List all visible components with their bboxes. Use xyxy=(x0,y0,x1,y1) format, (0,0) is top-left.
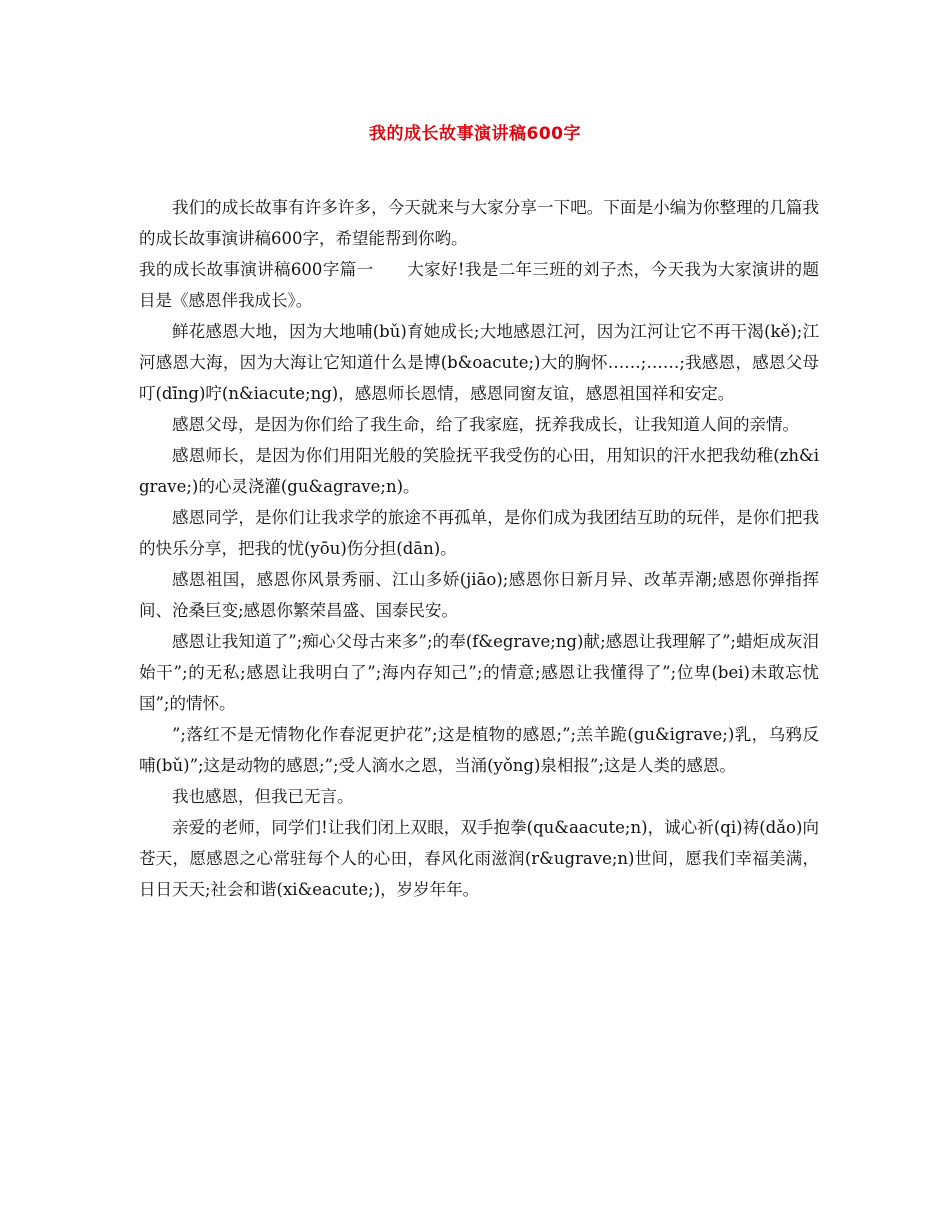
paragraph-closing: 亲爱的老师，同学们!让我们闭上双眼，双手抱拳(qu&aacute;n)，诚心祈(qi)祷(dǎo)向苍天，愿感恩之心常驻每个人的心田，春风化雨滋润(r&ugrave;n)世间，愿我们幸福美满，日日天天;社会和谐(xi&eacute;)，岁岁年年。 xyxy=(139,818,819,899)
paragraph-understanding: 感恩让我知道了”;痴心父母古来多”;的奉(f&egrave;ng)献;感恩让我理解了”;蜡炬成灰泪始干”;的无私;感恩让我明白了”;海内存知己”;的情意;感恩让我懂得了”;位卑(bei)未敢忘忧国”;的情怀。 xyxy=(139,632,819,713)
paragraph-parents: 感恩父母，是因为你们给了我生命，给了我家庭，抚养我成长，让我知道人间的亲情。 xyxy=(172,415,799,434)
paragraph-teachers: 感恩师长，是因为你们用阳光般的笑脸抚平我受伤的心田，用知识的汗水把我幼稚(zh&igrave;)的心灵浇灌(gu&agrave;n)。 xyxy=(139,446,819,496)
paragraph-nature-gratitude: 鲜花感恩大地，因为大地哺(bǔ)育她成长;大地感恩江河，因为江河让它不再干渴(kě);江河感恩大海，因为大海让它知道什么是博(b&oacute;)大的胸怀……;……;我感恩，感恩父母叮(dīng)咛(n&iacute;ng)，感恩师长恩情，感恩同窗友谊，感恩祖国祥和安定。 xyxy=(139,322,819,403)
paragraph-quotes: ”;落红不是无情物化作春泥更护花”;这是植物的感恩;”;羔羊跪(gu&igrave;)乳，乌鸦反哺(bǔ)”;这是动物的感恩;”;受人滴水之恩，当涌(yǒng)泉相报”;这是人类的感恩。 xyxy=(139,725,819,775)
paragraph-classmates: 感恩同学，是你们让我求学的旅途不再孤单，是你们成为我团结互助的玩伴，是你们把我的快乐分享，把我的忧(yōu)伤分担(dān)。 xyxy=(139,508,819,558)
document-title: 我的成长故事演讲稿600字 xyxy=(369,124,581,144)
document-body xyxy=(139,192,819,905)
paragraph-intro: 我们的成长故事有许多许多，今天就来与大家分享一下吧。下面是小编为你整理的几篇我的成长故事演讲稿600字，希望能帮到你哟。 xyxy=(139,198,819,248)
paragraph-country: 感恩祖国，感恩你风景秀丽、江山多娇(jiāo);感恩你日新月异、改革弄潮;感恩你弹指挥间、沧桑巨变;感恩你繁荣昌盛、国泰民安。 xyxy=(139,570,819,620)
paragraph-speechless: 我也感恩，但我已无言。 xyxy=(172,787,354,806)
paragraph-speech-heading: 我的成长故事演讲稿600字篇一 大家好!我是二年三班的刘子杰，今天我为大家演讲的题目是《感恩伴我成长》。 xyxy=(139,260,819,310)
